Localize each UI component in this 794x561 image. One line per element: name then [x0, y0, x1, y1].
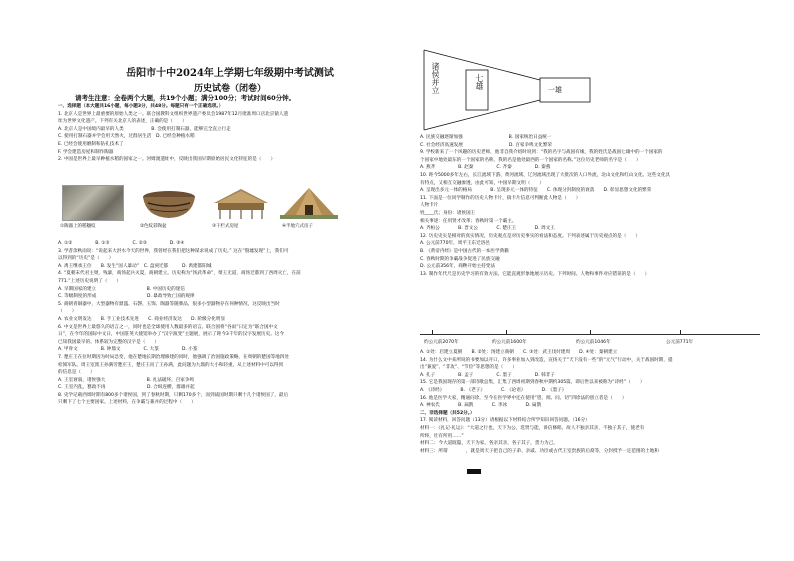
image-caption: ①陶器上的稻穗纹 — [60, 224, 96, 229]
redacted-blank — [467, 469, 481, 474]
question-line: 材料二：今大道既隐，天下为家，各亲其亲，各子其子，货力为己。 — [420, 441, 558, 447]
question-line: 17. 阅读材料，回答问题（13分）请根据以下材料结合所学知识回答问题。（16分） — [420, 418, 590, 424]
diagram-label-left: 诸侯并立 — [431, 62, 440, 94]
question-line: C. 使用打制石器并学会用天然火，过群居生活 D. 已经会种植水稻 — [58, 134, 195, 140]
right-text-block-1 — [420, 134, 790, 278]
question-line: A. 呈现出多元一体的格局 B. 呈现多元一体的特征 C. 体现分封制度的衰落 D. 彰显思想文化的繁荣 — [420, 188, 652, 194]
image-caption: ③干栏式房屋 — [212, 224, 239, 229]
rice-pottery-photo — [62, 185, 124, 221]
diagram-label-mid: 七雄 — [475, 74, 484, 90]
question-line: 8. 史学记载西周时期有800多个诸侯国，到了春秋时期，只剩170多个，而到战国时期只剩十几个诸侯国了，最后 — [58, 392, 289, 398]
question-line: A. 燕齐 B. 赵秦 C. 齐秦 D. 秦燕 — [420, 165, 551, 171]
timeline-tick — [680, 330, 681, 334]
question-line: C. 社会经济高速发展 D. 百家争鸣文化繁荣 — [420, 142, 553, 148]
timeline-label: 约公元前1600年 — [492, 340, 527, 345]
timeline-tick — [432, 330, 433, 334]
card-title: 人物卡片 — [420, 203, 439, 209]
question-line: B. 《黄帝内经》是中国古代的一本医学典籍 — [420, 248, 509, 254]
question-line: 771.”上述历史说明了（ ） — [58, 278, 122, 284]
question-line: 址为世界文化遗产。下列有关北京人的表述，正确的是（ ） — [58, 119, 187, 125]
timeline-axis — [420, 334, 760, 335]
question-line: A. 甲骨文 B. 钟鼎文 C. 大篆 D. 小篆 — [58, 347, 198, 353]
question-line: A. 北京人是中国境内最早的人类 B. 会使用打制石器，能够完全直立行走 — [58, 126, 231, 132]
left-text-block-1 — [58, 103, 408, 164]
exam-subtitle: 历史试卷（闭卷） — [193, 84, 266, 94]
question-line: C. 春秋时期的争霸战争促进了民族交融 — [420, 256, 500, 262]
image-caption: ②色纹彩陶盆 — [140, 224, 167, 229]
timeline-tick — [506, 330, 507, 334]
question-line: 6. 中文是世界上最悠久的语言之一，同时也是全球使用人数最多的语言。联合国将“谷雨”日定为“联合国中文 — [58, 324, 278, 330]
question-line: 1. 北京人是世界上最重要的原始人类之一。联合国教科文组织世界遗产委员会1987年12月批准周口店北京猿人遗 — [58, 111, 289, 117]
question-line: 出“兼爱”、“非攻”、“节俭”等思想的是（ ） — [420, 365, 517, 371]
question-line: A. 公元前770年，周平王东迁洛邑 — [420, 241, 490, 247]
exam-title: 岳阳市十中2024年上学期七年级期中考试测试 — [126, 68, 334, 79]
question-line: 12. 历史史实是相对的真实情况，历史观点是对历史事实的看法和态度。下列表述属于历史观点的是（ ） — [420, 233, 641, 239]
question-line: 3. 学者余秋雨说：“说起来大洪水今天的世界，我曾经在我们把这种谋求说成了历史。” 这在“殷墟发现”上，我们可 — [58, 248, 289, 254]
painted-pottery-basin-photo — [138, 185, 200, 221]
semi-subterranean-house-photo — [278, 185, 340, 221]
question-line: 材料一：《礼记·礼运》：“大道之行也，天下为公，选贤与能，讲信修睦。故人不独亲其亲，不独子其子，使老有 — [420, 425, 645, 431]
timeline-label: 约公元前1046年 — [576, 340, 611, 345]
section-1-heading: 一、选择题（本大题共16小题，每小题3分，共48分。每题只有一个正确选项。） — [58, 104, 224, 109]
section-2-heading: 二、非选择题（共52分。） — [420, 410, 475, 416]
timeline-label: 公元前771年 — [666, 340, 694, 345]
question-line: 7. 楚庄王在位时期因为时局急变，他在楚地长期治理修建的同时，他强调了治国施政策略，在周朝的楚国等地四处 — [58, 354, 289, 360]
right-text-block-2 — [420, 349, 790, 455]
question-line: A. ①处：启建立夏朝 B. ②处：汤建立商朝 C. ③处：武王伐纣建周 D. ④处：秦朝建立 — [420, 350, 618, 355]
question-line: A. 禹王继承王位 B. 发生“国人暴动” C. 盘庚迁都 D. 禹建都阳城 — [58, 263, 212, 269]
image-caption: ④半地穴式房子 — [282, 224, 314, 229]
question-line: C. 等级制度的形成 D. 暴政导致亡国的规律 — [58, 294, 195, 300]
question-line: 4. “夏朝末代君主桀，残暴，商汤起兵灭夏，商朝建立。历史称为“汤武革命”，桀王无道，商汤迁都到了西周灭亡，在前 — [58, 271, 301, 277]
left-text-block-2 — [58, 240, 408, 407]
question-line: 15. 它是我国现存的第一部诗歌总集，汇集了西周初期到春秋中期约305篇，即后世以来被称为“诗经”（ ） — [420, 380, 645, 386]
question-line: C. 王室内乱，篡政不再 D. 合纵连横，群雄并起 — [58, 385, 195, 391]
question-line: 个国家中地处最东的一个国家的名称，我的名是他处最西的一个国家的名称。”这位历史老师的名字是（ ） — [420, 157, 641, 163]
timeline-tick — [590, 330, 591, 334]
question-line: 所终，壮有所用……” — [420, 433, 464, 439]
question-line: 14. 为什么文中来所说的书要加以开口，许多事业加入到改造，宣扬关于“天下没有一些”的“元气”行动中，关于战国时期，提 — [420, 357, 673, 363]
question-line: A. 《诗经》 B. 《老子》 C. 《论语》 D. 《墨子》 — [420, 387, 567, 393]
question-line: A. 早期国家的建立 B. 中国历史的迷信 — [58, 286, 185, 292]
question-line: 已知我国最早的、体系较为完整的汉字是（ ） — [58, 339, 160, 345]
diagram-label-right: 一雄 — [548, 86, 562, 94]
unification-diagram — [422, 48, 592, 132]
question-line: A. 孔子 B. 孟子 C. 墨子 D. 韩非子 — [420, 372, 555, 378]
question-line: 10. 距今5000多年左右，长江流域下游、黄河流域、辽河流域出现了大批次的人口外流，北山文化和红山文化。这些文化具 — [420, 172, 671, 178]
exam-notice: 请考生注意：全卷两个大题，共19个小题；满分100分；考试时间60分钟。 — [75, 94, 296, 102]
question-line: 材料三：所谓 ，就是周天子把自己的子弟、亲戚、功臣或古代王室贵族的后裔等，分封授予一定范围的土地和 — [420, 448, 659, 454]
question-line: E. 已经会使用磨制和钻孔技术了 — [58, 141, 124, 147]
question-line: 9. 学校新来了一个风趣的历史老师，他非自我介绍时说到：“我的名字与战国有缘，我的姓氏是战国七雄中的一个国家的 — [420, 150, 663, 156]
question-line: A. 神农氏 B. 扁鹊 C. 李冰 D. 扁鹊 — [420, 403, 542, 409]
q2-image-row — [60, 185, 400, 237]
question-line: 16. 他是医学大家，精通问诊，至今在医学界中还在使用“望、闻、问、切”四诊法的创立者是（ ） — [420, 395, 627, 401]
stilt-house-photo — [210, 185, 272, 221]
question-line: 13. 制作年代尺是历史学习的有效方法，它能直观形象地展示历史。下列时间、人物和事件对应错误的是（ ） — [420, 271, 650, 277]
question-line: 2. 中国是世界上最早种植水稻的国家之一。河姆渡遗址中，反映出我国早期原始居民文化特征的是（ ） — [58, 157, 276, 163]
card-line: 姓____氏；身份：诸侯国王 — [420, 210, 476, 216]
question-line: 日”，在今年的国际中文日，中国驻英大使馆举办了“汉字演变”主题展，展示了距今3千年的汉字发展历史。这今 — [58, 332, 284, 338]
question-line: A. 王室衰弱，诸侯强大 B. 礼法破坏，百家争鸣 — [58, 377, 195, 383]
question-line: A. ①② B. ①③ C. ②③ D. ③④ — [58, 241, 185, 246]
question-line: 5. 商朝青铜器中，大型器物有鼎簋、石磬、玉饰、陶器等随葬品，很多小型器物存在何种情况，这反映出当时 — [58, 301, 280, 307]
question-line: 有特点，又相互交融渗透，由此可知，中国早期文明（ ） — [420, 180, 545, 186]
question-line: 只剩下了七个主要国家。上述材料，在争霸与兼并的过程中（ ） — [58, 400, 196, 406]
question-line: 检阅军队。周王室派王孙满劳楚庄王，楚庄王问了王孙满，此问题为九鼎的大小和轻重。从上述材料中可以得到 — [58, 362, 284, 368]
question-line: A. 齐桓公 B. 晋文公 C. 楚庄王 D. 周文王 — [420, 226, 555, 232]
card-line: 相关事迹：任用贤才改革；春秋时第一个霸主。 — [420, 218, 517, 224]
question-line: 的信息是（ ） — [58, 370, 95, 376]
question-line: 11. 下面是一位同学制作的历史人物卡片，揣卡片信息可判断此人物是（ ） — [420, 195, 581, 201]
question-line: （ ） — [58, 309, 77, 315]
question-line: 以得到的“历史”是（ ） — [58, 256, 114, 262]
timeline-label: 约公元前2070年 — [424, 340, 459, 345]
question-line: D. 公元前356年，商鞅开始主持变法 — [420, 264, 495, 270]
question-line: F. 学会建造房屋和制作陶器 — [58, 149, 114, 155]
question-line: A. 民族交融逐渐加强 B. 国家统治日益统一 — [420, 135, 552, 140]
question-line: A. 农业文明发达 B. 手工业技术先进 C. 商业经济发达 D. 阶级分化明显 — [58, 316, 226, 322]
